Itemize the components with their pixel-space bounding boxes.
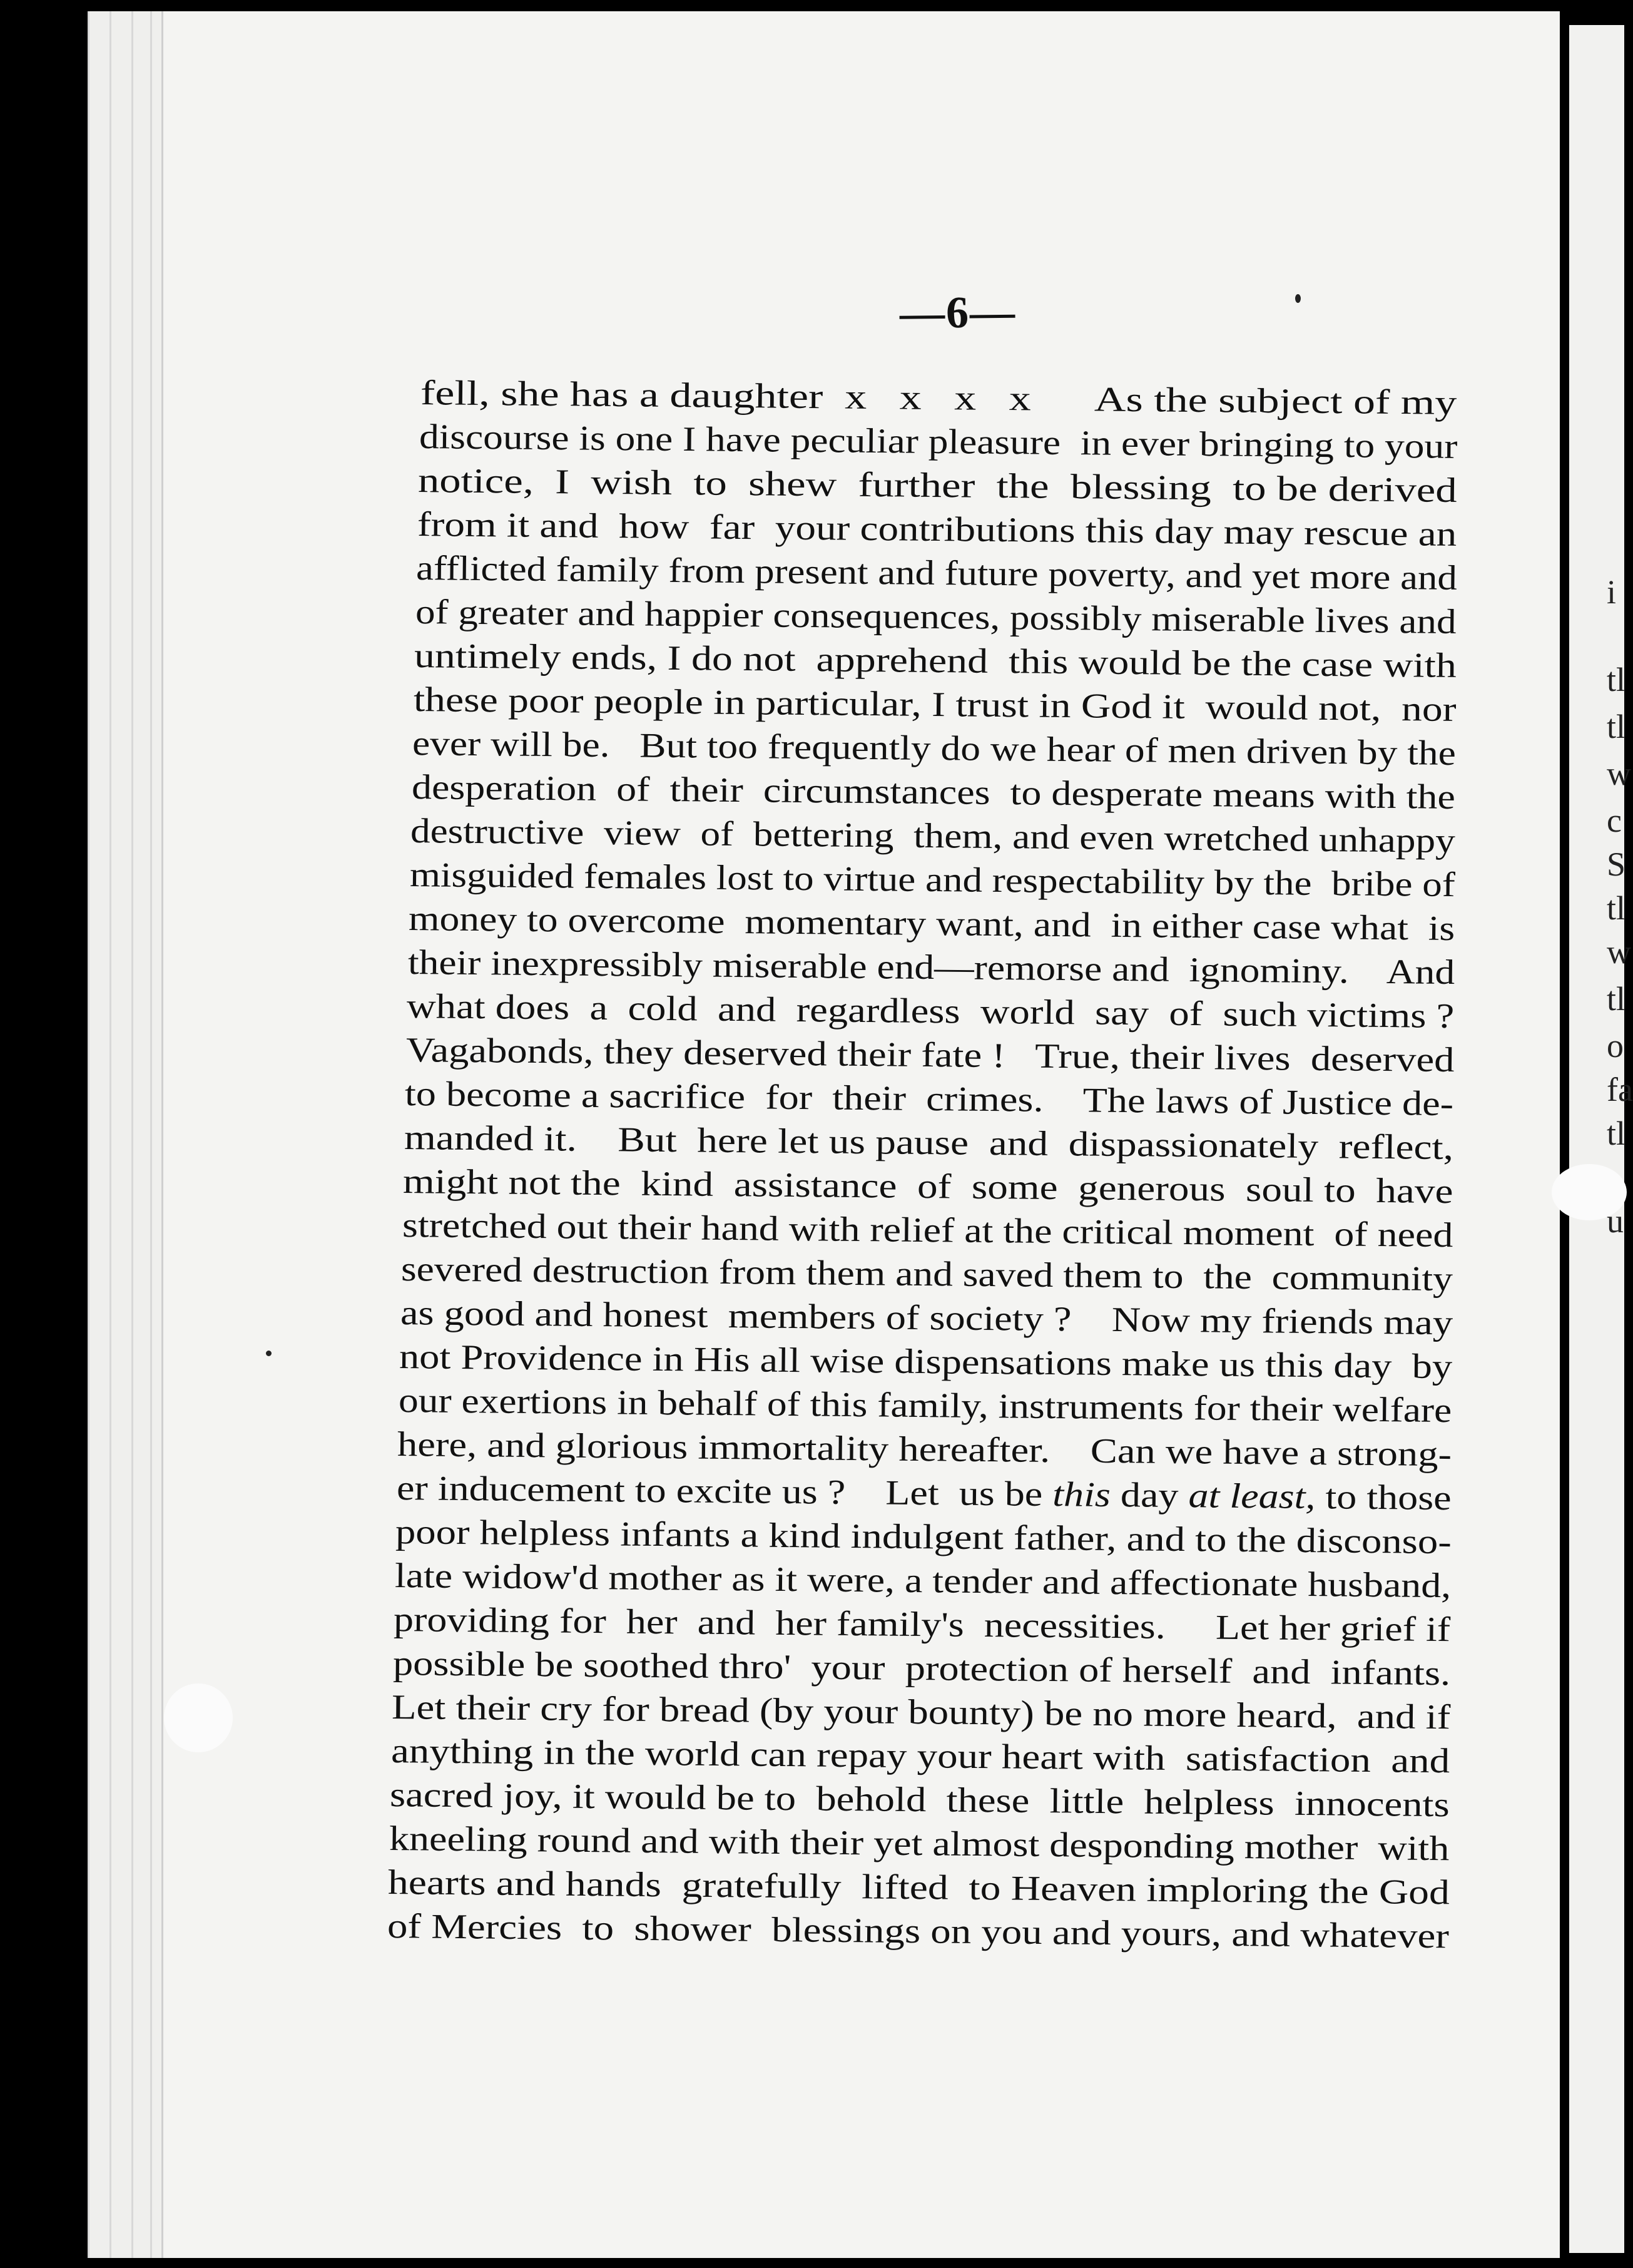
text-line: fell, she has a daughter x x x x As the subject of my bbox=[420, 374, 1457, 422]
text-line: poor helpless infants a kind indulgent father, and to the disconso- bbox=[395, 1513, 1452, 1562]
facing-page-fragment: c bbox=[1607, 802, 1622, 839]
text-line: money to overcome momentary want, and in either case what is bbox=[408, 899, 1455, 949]
facing-page-fragment: tl bbox=[1607, 661, 1626, 698]
text-line: severed destruction from them and saved them to the community bbox=[400, 1250, 1453, 1299]
book-gutter bbox=[1560, 0, 1569, 2268]
text-line: not Providence in His all wise dispensations make us this day by bbox=[399, 1337, 1453, 1387]
text-line: here, and glorious immortality hereafter. Can we have a strong- bbox=[397, 1425, 1452, 1474]
text-line bbox=[397, 1471, 1452, 1516]
text-segment: er inducement to excite us ? Let us be bbox=[396, 1469, 1053, 1515]
text-line: discourse is one I have peculiar pleasure in ever bringing to your bbox=[419, 417, 1458, 466]
text-line: late widow'd mother as it were, a tender and affectionate husband, bbox=[394, 1556, 1452, 1606]
text-line: desperation of their circumstances to desperate means with the bbox=[411, 768, 1456, 817]
facing-page-fragment: tl bbox=[1607, 889, 1626, 927]
text-line: providing for her and her family's necessities. Let her grief if bbox=[393, 1600, 1451, 1650]
facing-page-fragment: i bbox=[1607, 573, 1617, 611]
paper-blotch bbox=[164, 1683, 233, 1752]
text-line: what does a cold and regardless world say of such victims ? bbox=[406, 987, 1455, 1036]
facing-page-fragment: o bbox=[1607, 1027, 1624, 1065]
text-line: afflicted family from present and future poverty, and yet more and bbox=[415, 549, 1458, 598]
text-line: might not the kind assistance of some generous soul to have bbox=[402, 1162, 1453, 1212]
text-line: stretched out their hand with relief at the critical moment of need bbox=[402, 1206, 1453, 1255]
page-edge-line bbox=[88, 11, 89, 2258]
text-line: of Mercies to shower blessings on you and yours, and whatever bbox=[387, 1907, 1450, 1956]
text-line: possible be soothed thro' your protection of herself and infants. bbox=[392, 1644, 1451, 1693]
text-line: anything in the world can repay your heart with satisfaction and bbox=[390, 1732, 1450, 1781]
facing-page-fragment: u bbox=[1607, 1202, 1624, 1240]
text-line: kneeling round and with their yet almost desponding mother with bbox=[389, 1819, 1450, 1869]
text-line: notice, I wish to shew further the blessing to be derived bbox=[417, 461, 1457, 510]
text-line: untimely ends, I do not apprehend this would be the case with bbox=[414, 636, 1457, 685]
text-line: from it and how far your contributions this day may rescue an bbox=[417, 505, 1457, 554]
italic-word: this bbox=[1052, 1475, 1111, 1515]
text-line: Let their cry for bread (by your bounty) be no more heard, and if bbox=[391, 1688, 1451, 1737]
facing-page-fragment: w bbox=[1607, 933, 1631, 971]
text-line: destructive view of bettering them, and even wretched unhappy bbox=[410, 812, 1456, 861]
facing-page-fragment: w bbox=[1607, 755, 1631, 792]
text-line: manded it. But here let us pause and dispassionately reflect, bbox=[404, 1118, 1454, 1168]
page-edge-line bbox=[109, 11, 111, 2258]
facing-page-fragment: S bbox=[1607, 845, 1626, 883]
text-line: of greater and happier consequences, possibly miserable lives and bbox=[415, 593, 1457, 641]
text-line: Vagabonds, they deserved their fate ! True, their lives deserved bbox=[405, 1031, 1455, 1080]
facing-page-fragment: tl bbox=[1607, 980, 1626, 1018]
text-line: as good and honest members of society ? Now my friends may bbox=[400, 1294, 1453, 1343]
text-line: our exertions in behalf of this family, instruments for their welfare bbox=[398, 1381, 1452, 1431]
text-segment: to those bbox=[1315, 1478, 1452, 1518]
facing-page-fragment: fa bbox=[1607, 1071, 1633, 1108]
text-line: misguided females lost to virtue and respectability by the bribe of bbox=[409, 856, 1456, 905]
page-edge-line bbox=[150, 11, 152, 2258]
text-line: these poor people in particular, I trust in God it would not, nor bbox=[413, 680, 1457, 729]
facing-page-fragment: tl bbox=[1607, 1115, 1626, 1152]
page-edge-line bbox=[131, 11, 133, 2258]
ink-speck bbox=[266, 1351, 272, 1356]
text-line: to become a sacrifice for their crimes. The laws of Justice de- bbox=[404, 1075, 1454, 1124]
text-line: hearts and hands gratefully lifted to Heaven imploring the God bbox=[387, 1863, 1450, 1913]
text-line: sacred joy, it would be to behold these little helpless innocents bbox=[389, 1775, 1450, 1825]
italic-phrase: at least, bbox=[1188, 1476, 1316, 1517]
text-line: their inexpressibly miserable end—remorse and ignominy. And bbox=[407, 943, 1455, 993]
text-segment: day bbox=[1110, 1475, 1189, 1516]
ink-speck bbox=[1295, 294, 1301, 303]
facing-page-fragment: tl bbox=[1607, 708, 1626, 745]
text-line: ever will be. But too frequently do we hear of men driven by the bbox=[412, 724, 1457, 774]
page-number: —6— bbox=[899, 287, 1017, 338]
